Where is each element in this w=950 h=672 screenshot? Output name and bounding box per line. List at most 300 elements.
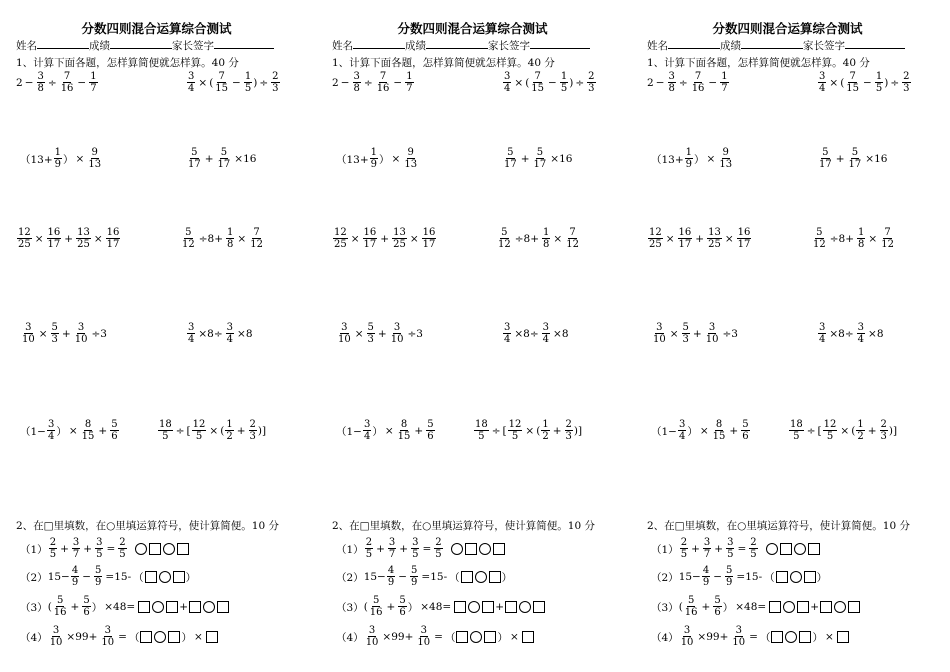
number-box[interactable] [522,631,534,643]
number-box[interactable] [820,601,832,613]
denominator: 10 [653,334,666,345]
student-info-line [332,38,590,53]
number-box[interactable] [776,571,788,583]
operator-circle[interactable] [783,601,795,613]
problem-9 [336,420,436,442]
fraction [51,323,59,345]
denominator: 5 [793,431,800,442]
op: + [98,425,108,437]
op: − [708,77,718,89]
numerator: 3 [25,322,32,333]
denominator: 12 [881,239,894,250]
fraction [857,228,865,250]
paren: （ [759,631,771,644]
bracket: ] [577,425,583,437]
number-box[interactable] [808,543,820,555]
op: − [340,77,350,89]
op: × [699,425,709,437]
numerator: 7 [379,71,387,82]
op: ÷ [363,77,373,89]
denominator: 9 [370,159,378,170]
fraction [367,323,375,345]
number-box[interactable] [140,631,152,643]
problem-7 [20,323,109,345]
numerator: 5 [714,595,721,606]
number-box[interactable] [489,571,501,583]
numerator: 5 [822,147,829,158]
text: （13+ [651,153,684,166]
op: + [867,425,877,437]
fraction [82,596,90,618]
operator-circle[interactable] [479,543,491,555]
operator-circle[interactable] [790,571,802,583]
worksheet-copy-2 [316,0,629,672]
fraction [691,72,706,94]
fraction [226,323,234,345]
denominator: 17 [422,239,436,250]
numerator: 9 [91,147,98,158]
numerator: 7 [63,71,71,82]
fraction [49,626,64,648]
denominator: 17 [819,159,832,170]
fraction [47,228,62,250]
fraction [880,420,888,442]
fraction [81,420,96,442]
op: − [655,77,665,89]
number-box[interactable] [173,571,185,583]
numerator: 5 [185,227,192,238]
paren: ) [253,77,258,89]
name-blank [353,38,405,49]
number-box[interactable] [168,631,180,643]
numerator: 13 [393,227,406,238]
fraction [533,148,548,170]
number-box[interactable] [456,631,468,643]
operator-circle[interactable] [834,601,846,613]
student-info-line [16,38,274,53]
denominator: 5 [478,431,485,442]
fraction [749,538,757,560]
numerator: 3 [188,322,195,333]
score-label: 成绩 [405,40,426,52]
op: = [737,543,747,555]
fraction [94,566,102,588]
numerator: 5 [399,595,406,606]
fraction [565,420,573,442]
fraction [503,148,518,170]
denominator: 17 [47,239,61,250]
numerator: 5 [536,147,544,158]
paren: ） [56,425,67,438]
numerator: 3 [188,71,195,82]
op: × [237,233,247,245]
operator-circle[interactable] [794,543,806,555]
denominator: 17 [363,239,377,250]
denominator: 25 [708,239,721,250]
denominator: 5 [560,83,568,94]
problem-7 [651,323,740,345]
denominator: 4 [542,334,550,345]
denominator: 3 [880,431,887,442]
fraction [818,323,826,345]
op: + [520,153,530,165]
fraction [880,228,895,250]
numerator: 3 [96,537,103,548]
denominator: 25 [18,239,31,250]
fraction [72,538,80,560]
fraction [411,538,419,560]
problem-5 [332,228,437,250]
paren: ） [91,601,103,614]
item-number: （1） [651,543,679,556]
fill-problem-2 [336,566,512,588]
op: = [749,631,758,643]
paren: ) [888,425,893,437]
op: ×8 [868,328,884,340]
op: = [422,543,432,555]
sign-blank [530,38,590,49]
fraction [678,420,686,442]
fraction [678,228,693,250]
op: ×99+ [382,631,414,643]
fraction [187,323,195,345]
denominator: 15 [397,431,411,442]
denominator: 13 [88,159,102,170]
number-box[interactable] [217,601,229,613]
paren: ） [379,153,390,166]
op: × [669,328,679,340]
fraction [718,148,733,170]
op: ×16 [234,153,257,165]
number-box[interactable] [177,543,189,555]
op: × [75,153,85,165]
score-blank [741,38,803,49]
item-number: （4） [336,631,364,644]
numerator: 3 [47,419,55,430]
problem-9 [20,420,120,442]
operator-circle[interactable] [468,601,480,613]
denominator: 9 [685,159,693,170]
op: + [729,425,739,437]
paren: ） [816,571,828,584]
fill-problem-3 [651,596,861,618]
denominator: 10 [338,334,351,345]
number-box[interactable] [166,601,178,613]
paren: ( [220,425,225,437]
problem-10 [473,420,582,442]
paren: ) [257,425,262,437]
number-box[interactable] [465,543,477,555]
numerator: 5 [51,322,58,333]
fraction [187,72,195,94]
operator-circle[interactable] [159,571,171,583]
fraction [565,228,580,250]
sign-label: 家长签字 [803,40,845,52]
op: × [93,233,103,245]
operator-circle[interactable] [785,631,797,643]
problem-2 [186,72,281,94]
numerator: 3 [708,322,716,333]
fraction [648,228,663,250]
section1-heading: 1、计算下面各题，怎样算简便就怎样算。40 分 [647,57,870,69]
problem-4 [502,148,574,170]
numerator: 3 [226,322,234,333]
op: ÷ [575,77,585,89]
numerator: 5 [95,565,102,576]
numerator: 3 [819,322,826,333]
number-box[interactable] [505,601,517,613]
text: （1− [651,425,677,438]
num: 2 [16,77,23,89]
fraction [181,228,196,250]
denominator: 5 [412,549,419,560]
fraction [76,228,91,250]
paren: ) [884,77,889,89]
operator-circle[interactable] [519,601,531,613]
text: 15− [678,571,701,583]
op: × [509,631,519,643]
problem-5 [16,228,121,250]
fraction [226,228,234,250]
op: + [810,601,819,613]
fraction [214,72,229,94]
page-title: 分数四则混合运算综合测试 [81,21,232,36]
number-box[interactable] [145,571,157,583]
number-box[interactable] [837,631,849,643]
op: − [398,571,408,583]
fraction [392,228,407,250]
numerator: 5 [682,322,689,333]
fraction [705,323,720,345]
denominator: 6 [83,607,90,618]
number-box[interactable] [799,631,811,643]
numerator: 5 [56,595,64,606]
op: × [514,77,524,89]
numerator: 3 [504,71,511,82]
denominator: 10 [732,637,746,648]
name-blank [668,38,720,49]
denominator: 8 [668,83,675,94]
op: × [525,425,535,437]
fraction [387,566,395,588]
problem-3 [651,148,734,170]
fraction [422,228,437,250]
denominator: 12 [182,239,195,250]
op: + [414,425,424,437]
problem-6 [496,228,581,250]
paren: ） [694,153,705,166]
number-box[interactable] [454,601,466,613]
problem-1 [16,72,99,94]
op: ÷8+ [514,233,540,245]
op: ×16 [865,153,888,165]
numerator: 3 [542,322,550,333]
fraction [508,420,523,442]
operator-circle[interactable] [451,543,463,555]
num: 2 [332,77,339,89]
fraction [388,538,396,560]
denominator: 4 [226,334,234,345]
fraction [812,228,827,250]
problem-2 [502,72,597,94]
number-box[interactable] [189,601,201,613]
op: − [24,77,34,89]
denominator: 8 [227,239,234,250]
number-box[interactable] [484,631,496,643]
numerator: 3 [72,537,80,548]
numerator: 5 [111,419,118,430]
op: ×8÷ [198,328,223,340]
denominator: 10 [74,334,88,345]
sign-blank [214,38,274,49]
denominator: 5 [119,549,126,560]
numerator: 2 [49,537,57,548]
number-box[interactable] [149,543,161,555]
numerator: 3 [420,625,427,636]
numerator: 3 [819,71,826,82]
fraction [823,420,838,442]
number-box[interactable] [780,543,792,555]
op: + [495,601,504,613]
paren: ） [372,425,383,438]
problem-4 [817,148,889,170]
denominator: 12 [813,239,826,250]
op: × [391,153,401,165]
op: =15- [105,571,132,583]
fill-problem-1 [336,538,506,560]
operator-circle[interactable] [475,571,487,583]
number-box[interactable] [804,571,816,583]
text: （13+ [20,153,53,166]
numerator: 4 [702,565,710,576]
item-number: （3） [336,601,364,614]
operator-circle[interactable] [152,601,164,613]
op: − [548,77,557,89]
denominator: 16 [691,83,705,94]
op: × [34,233,44,245]
denominator: 5 [365,549,373,560]
paren: ） [185,571,197,584]
op: =15- [421,571,448,583]
operator-circle[interactable] [766,543,778,555]
operator-circle[interactable] [203,601,215,613]
denominator: 10 [417,637,431,648]
number-box[interactable] [797,601,809,613]
text: 15− [47,571,70,583]
numerator: 7 [534,71,541,82]
number-box[interactable] [769,601,781,613]
denominator: 5 [680,549,688,560]
denominator: 4 [504,334,511,345]
number-box[interactable] [771,631,783,643]
numerator: 7 [569,227,576,238]
denominator: 10 [705,334,719,345]
op: + [714,543,724,555]
fraction [503,72,511,94]
op: ÷ [806,425,816,437]
numerator: 5 [816,227,823,238]
numerator: 5 [83,595,90,606]
fill-problem-3 [20,596,230,618]
op: + [380,233,390,245]
op: + [695,233,705,245]
number-box[interactable] [206,631,218,643]
denominator: 12 [566,239,579,250]
item-number: （2） [651,571,679,584]
number-box[interactable] [533,601,545,613]
fill-problem-4 [336,626,535,648]
fill-problem-4 [651,626,850,648]
operator-circle[interactable] [163,543,175,555]
denominator: 7 [406,83,413,94]
denominator: 3 [682,334,689,345]
denominator: 6 [714,607,721,618]
fraction [410,566,418,588]
numerator: 9 [722,147,729,158]
name-label: 姓名 [16,40,37,52]
numerator: 16 [678,227,692,238]
fraction [95,538,103,560]
op: + [377,328,387,340]
problem-3 [20,148,103,170]
fraction [37,72,45,94]
denominator: 4 [188,83,195,94]
numerator: 7 [884,227,891,238]
number-box[interactable] [493,543,505,555]
denominator: 9 [54,159,62,170]
operator-circle[interactable] [154,631,166,643]
fraction [106,228,121,250]
fraction [158,420,173,442]
problem-5 [647,228,752,250]
operator-circle[interactable] [470,631,482,643]
op: + [64,233,74,245]
fraction [71,566,79,588]
fill-problem-1 [20,538,190,560]
numerator: 18 [790,419,803,430]
fraction [789,420,804,442]
denominator: 5 [244,83,252,94]
score-blank [110,38,172,49]
fraction [244,72,252,94]
numerator: 5 [507,147,514,158]
fraction [818,72,826,94]
numerator: 1 [875,71,883,82]
num: 2 [647,77,654,89]
fraction [192,420,207,442]
number-box[interactable] [461,571,473,583]
op: + [236,425,246,437]
denominator: 8 [37,83,44,94]
number-box[interactable] [138,601,150,613]
numerator: 12 [192,419,206,430]
number-box[interactable] [482,601,494,613]
operator-circle[interactable] [135,543,147,555]
denominator: 3 [249,431,256,442]
numerator: 7 [218,71,225,82]
item-number: （2） [336,571,364,584]
paren: （ [444,631,456,644]
fraction [89,72,97,94]
op: − [82,571,92,583]
fraction [376,72,391,94]
numerator: 2 [435,537,442,548]
fraction [541,420,549,442]
fill-problem-2 [20,566,196,588]
denominator: 5 [195,431,203,442]
denominator: 6 [399,607,406,618]
number-box[interactable] [848,601,860,613]
